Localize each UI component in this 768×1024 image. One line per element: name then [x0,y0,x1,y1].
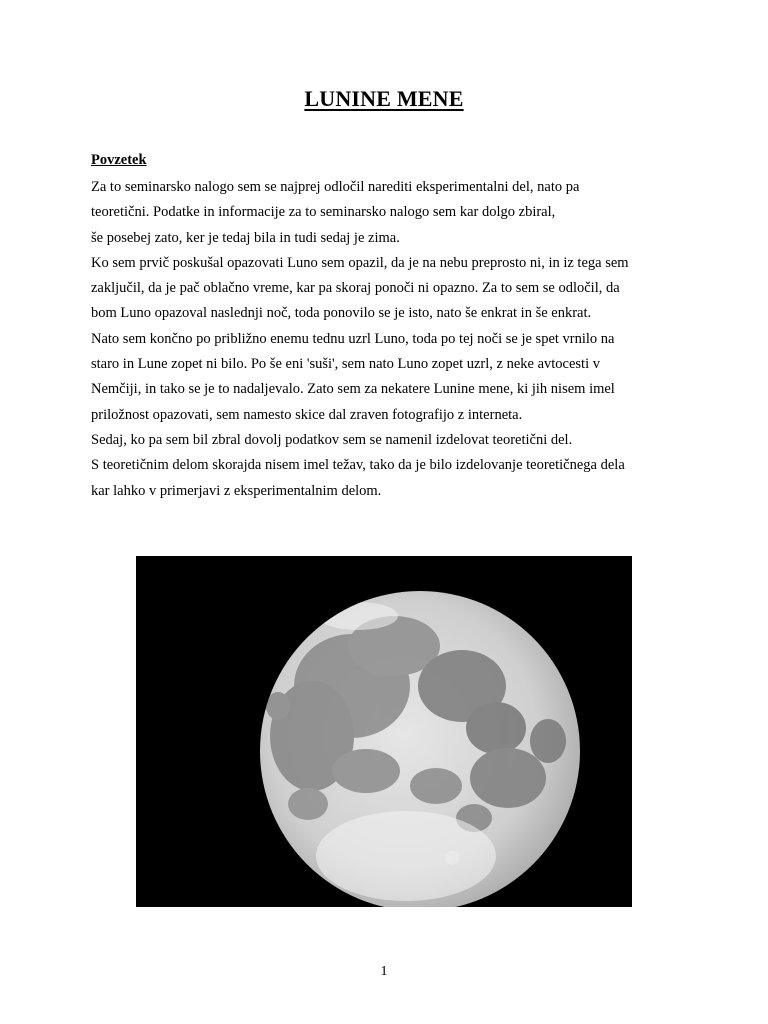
page-number: 1 [380,964,388,979]
text-line: staro in Lune zopet ni bilo. Po še eni 'suši', sem nato Luno zopet uzrl, z neke avtocesti v [91,356,600,373]
text-line: še posebej zato, ker je tedaj bila in tudi sedaj je zima. [91,229,400,246]
text-line: teoretični. Podatke in informacije za to seminarsko nalogo sem kar dolgo zbiral, [91,204,556,221]
summary-paragraph [91,175,691,504]
text-line: zaključil, da je pač oblačno vreme, kar pa skoraj ponoči ni opazno. Za to sem se odločil, da [91,280,620,297]
moon-image [136,556,632,907]
document-title: LUNINE MENE [304,86,464,111]
text-line: bom Luno opazoval naslednji noč, toda ponovilo se je isto, nato še enkrat in še enkrat. [91,305,592,322]
text-line: Sedaj, ko pa sem bil zbral dovolj podatkov sem se namenil izdelovat teoretični del. [91,431,573,448]
text-line: kar lahko v primerjavi z eksperimentalnim delom. [91,482,382,499]
section-heading-povzetek: Povzetek [91,152,147,168]
text-line: S teoretičnim delom skorajda nisem imel težav, tako da je bilo izdelovanje teoretičnega dela [91,457,625,474]
text-line: Nemčiji, in tako se je to nadaljevalo. Zato sem za nekatere Lunine mene, ki jih nisem imel [91,381,615,398]
text-line: Za to seminarsko nalogo sem se najprej odločil narediti eksperimentalni del, nato pa [91,179,580,195]
text-line: priložnost opazovati, sem namesto skice dal zraven fotografijo z interneta. [91,406,523,423]
text-line: Nato sem končno po približno enemu tednu uzrl Luno, toda po tej noči se je spet vrnilo na [91,330,615,347]
text-line: Ko sem prvič poskušal opazovati Luno sem opazil, da je na nebu preprosto ni, in iz tega sem [91,254,629,271]
full-moon-photo [136,556,632,907]
